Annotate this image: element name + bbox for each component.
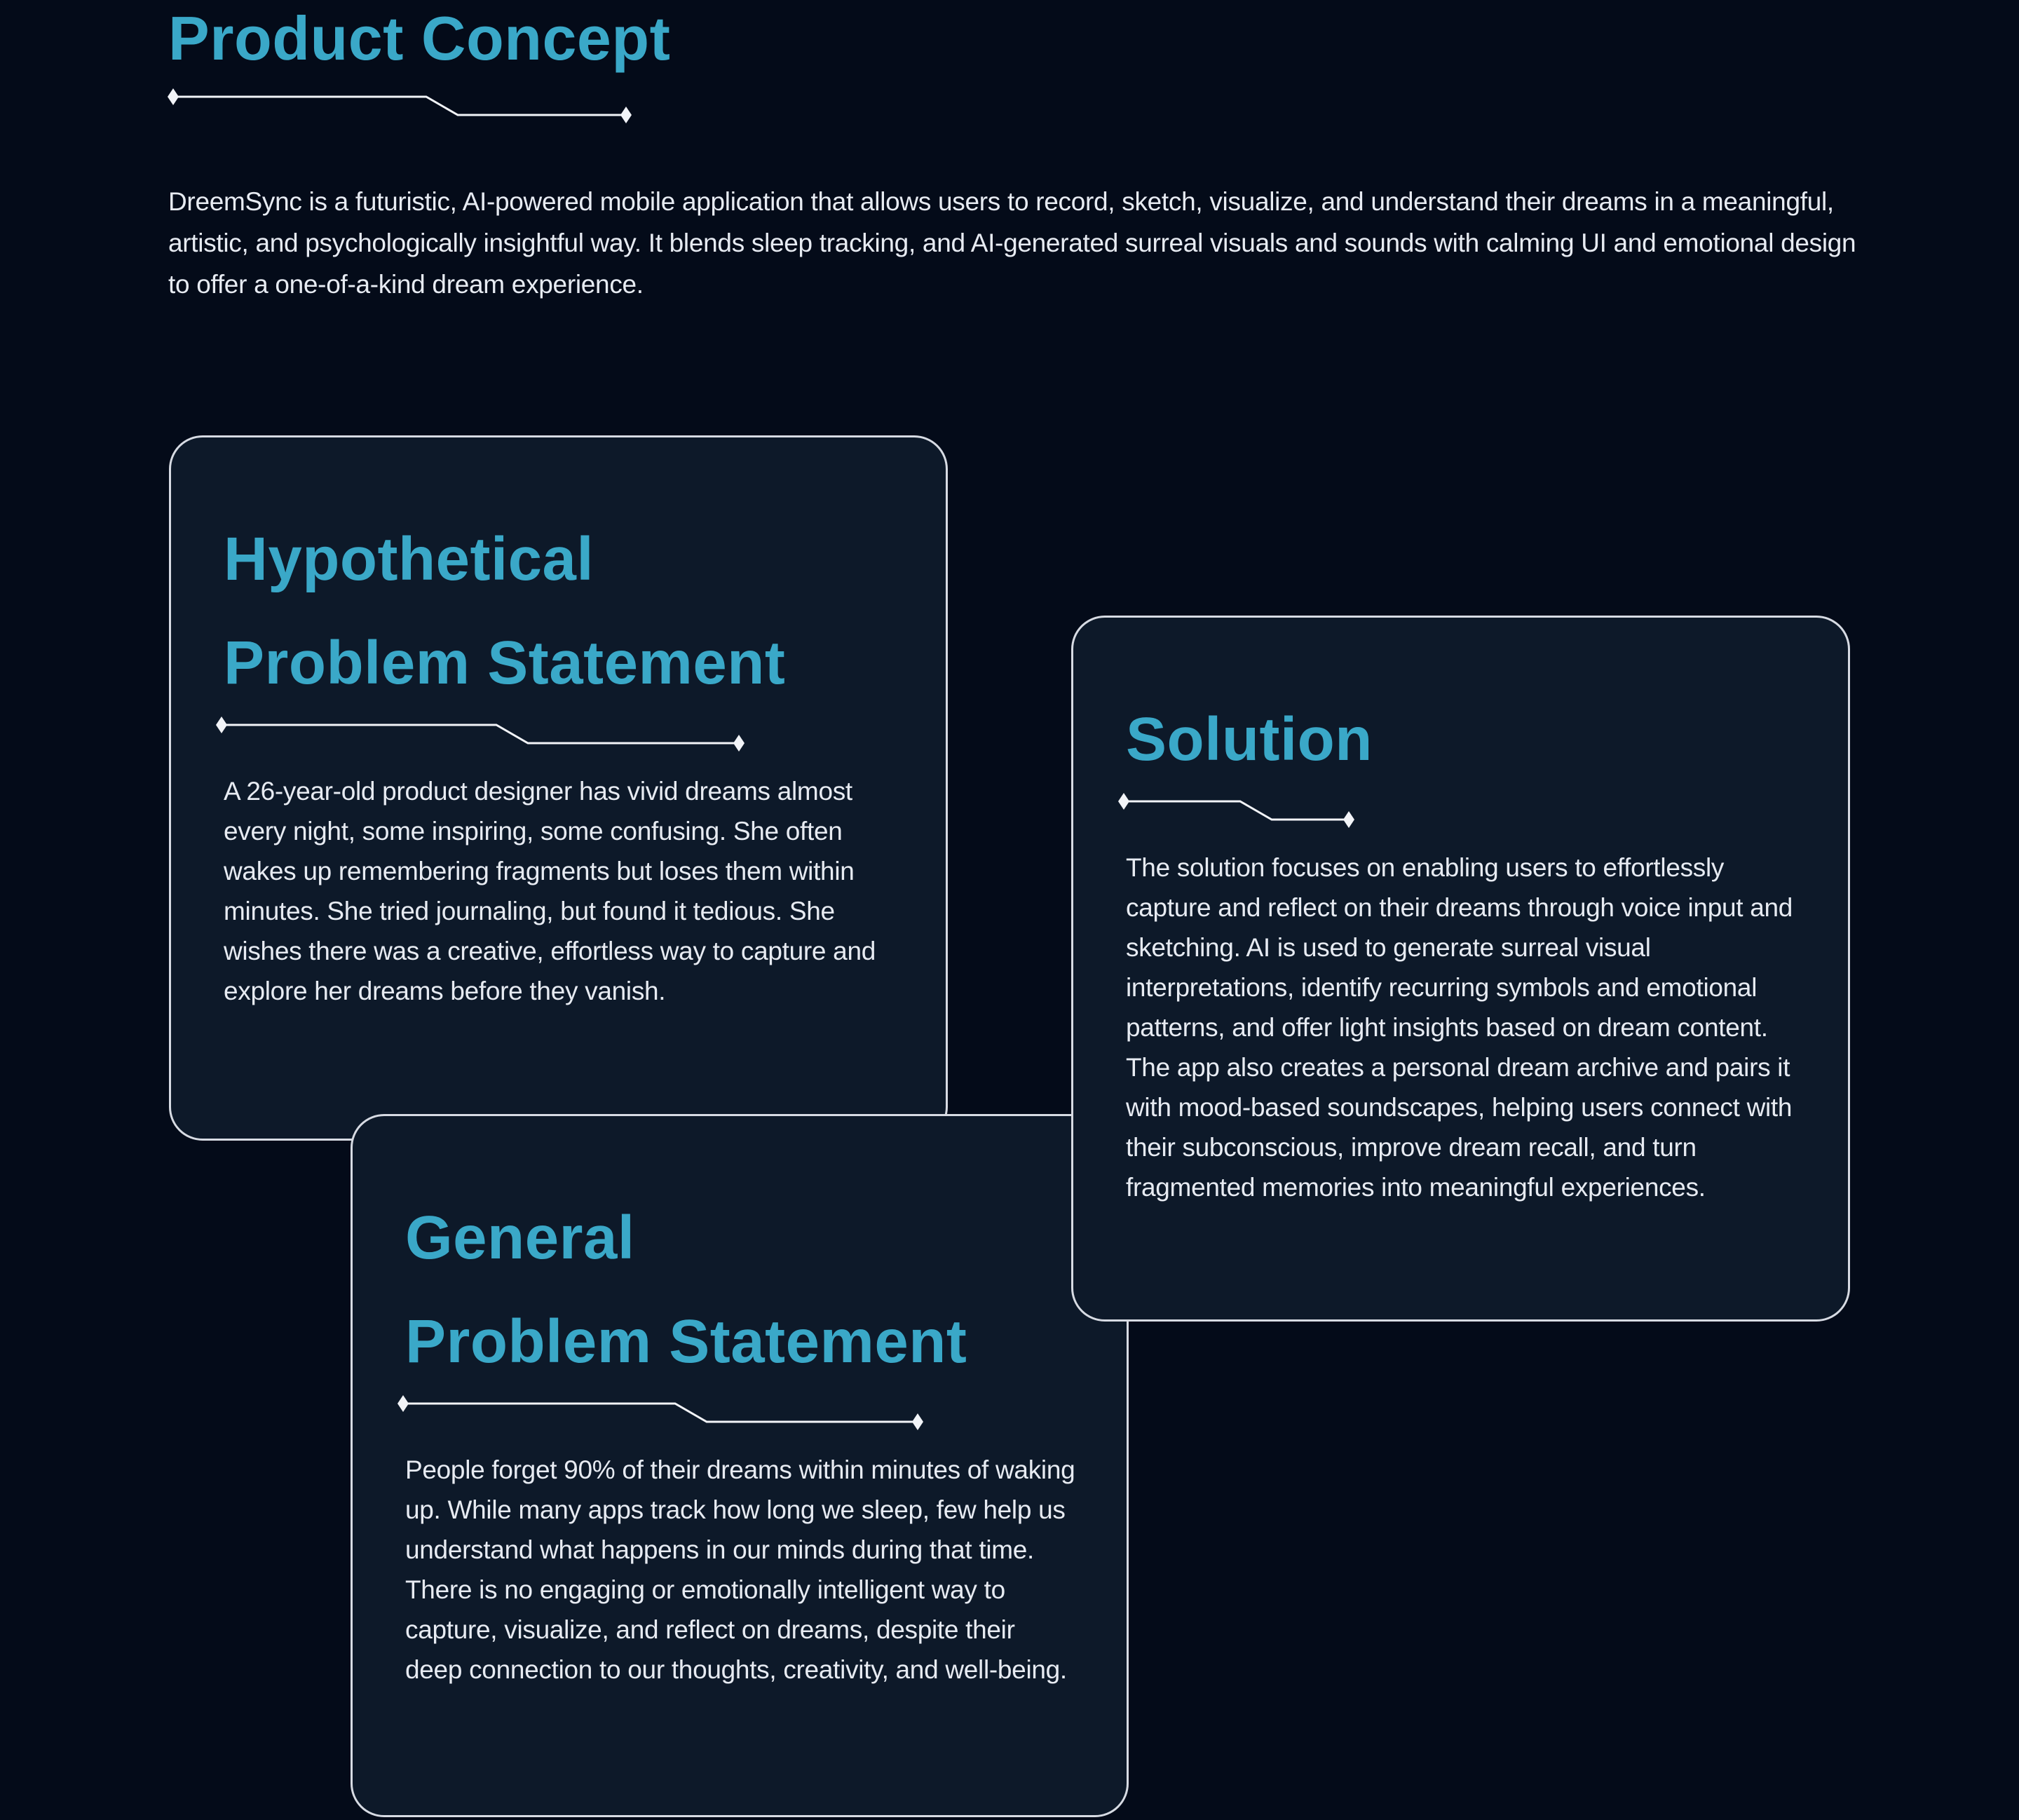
divider-diamond-right bbox=[733, 735, 745, 752]
card-title-line: Problem Statement bbox=[405, 1308, 967, 1376]
hypothetical-card-title bbox=[224, 508, 897, 715]
hypothetical-divider-line bbox=[217, 718, 744, 752]
general-divider-line bbox=[398, 1397, 923, 1430]
divider-diamond-left bbox=[1118, 793, 1129, 810]
general-card-body: People forget 90% of their dreams within minutes of waking up. While many apps track how long we sleep, few help us understand what happens in our minds during that time. There is no engaging or emotionally intelligent way to capture, visualize, and reflect on dreams, despite their deep connection to our thoughts, creativity, and well-being. bbox=[405, 1455, 1075, 1684]
solution-card-body: The solution focuses on enabling users to effortlessly capture and reflect on their dreams through voice input and sketching. AI is used to generate surreal visual interpretations, identify recurring symbols and emotional patterns, and offer light insights based on dream content. The app also creates a personal dream archive and pairs it with mood-based soundscapes, helping users connect with their subconscious, improve dream recall, and turn fragmented memories into meaningful experiences. bbox=[1126, 853, 1793, 1202]
intro-paragraph: DreemSync is a futuristic, AI-powered mobile application that allows users to record, sketch, visualize, and understand their dreams in a meaningful, artistic, and psychologically insightful way. It blends sleep tracking, and AI-generated surreal visuals and sounds with calming UI and emotional design to offer a one-of-a-kind dream experience. bbox=[168, 187, 1856, 299]
divider-diamond-right bbox=[1343, 811, 1354, 828]
hypothetical-card-body: A 26-year-old product designer has vivid dreams almost every night, some inspiring, some confusing. She often wakes up remembering fragments but loses them within minutes. She tried journaling, but found it tedious. She wishes there was a creative, effortless way to capture and explore her dreams before they vanish. bbox=[224, 777, 876, 1005]
divider-diamond-right bbox=[620, 107, 632, 123]
general-problem-card bbox=[351, 1114, 1129, 1817]
card-title-line: Problem Statement bbox=[224, 629, 786, 697]
card-title-line: Solution bbox=[1126, 705, 1373, 773]
divider-diamond-right bbox=[912, 1413, 923, 1430]
divider-diamond-left bbox=[168, 88, 179, 105]
solution-card bbox=[1071, 616, 1850, 1322]
general-card-title bbox=[405, 1186, 1078, 1394]
hypothetical-problem-card bbox=[169, 435, 948, 1141]
card-title-line: General bbox=[405, 1204, 635, 1272]
divider-diamond-left bbox=[216, 717, 227, 733]
card-title-line: Hypothetical bbox=[224, 525, 594, 593]
page-title: Product Concept bbox=[168, 4, 671, 73]
solution-card-title bbox=[1126, 688, 1799, 792]
title-divider-line bbox=[168, 90, 631, 123]
solution-divider-line bbox=[1119, 794, 1354, 828]
divider-diamond-left bbox=[397, 1395, 409, 1412]
